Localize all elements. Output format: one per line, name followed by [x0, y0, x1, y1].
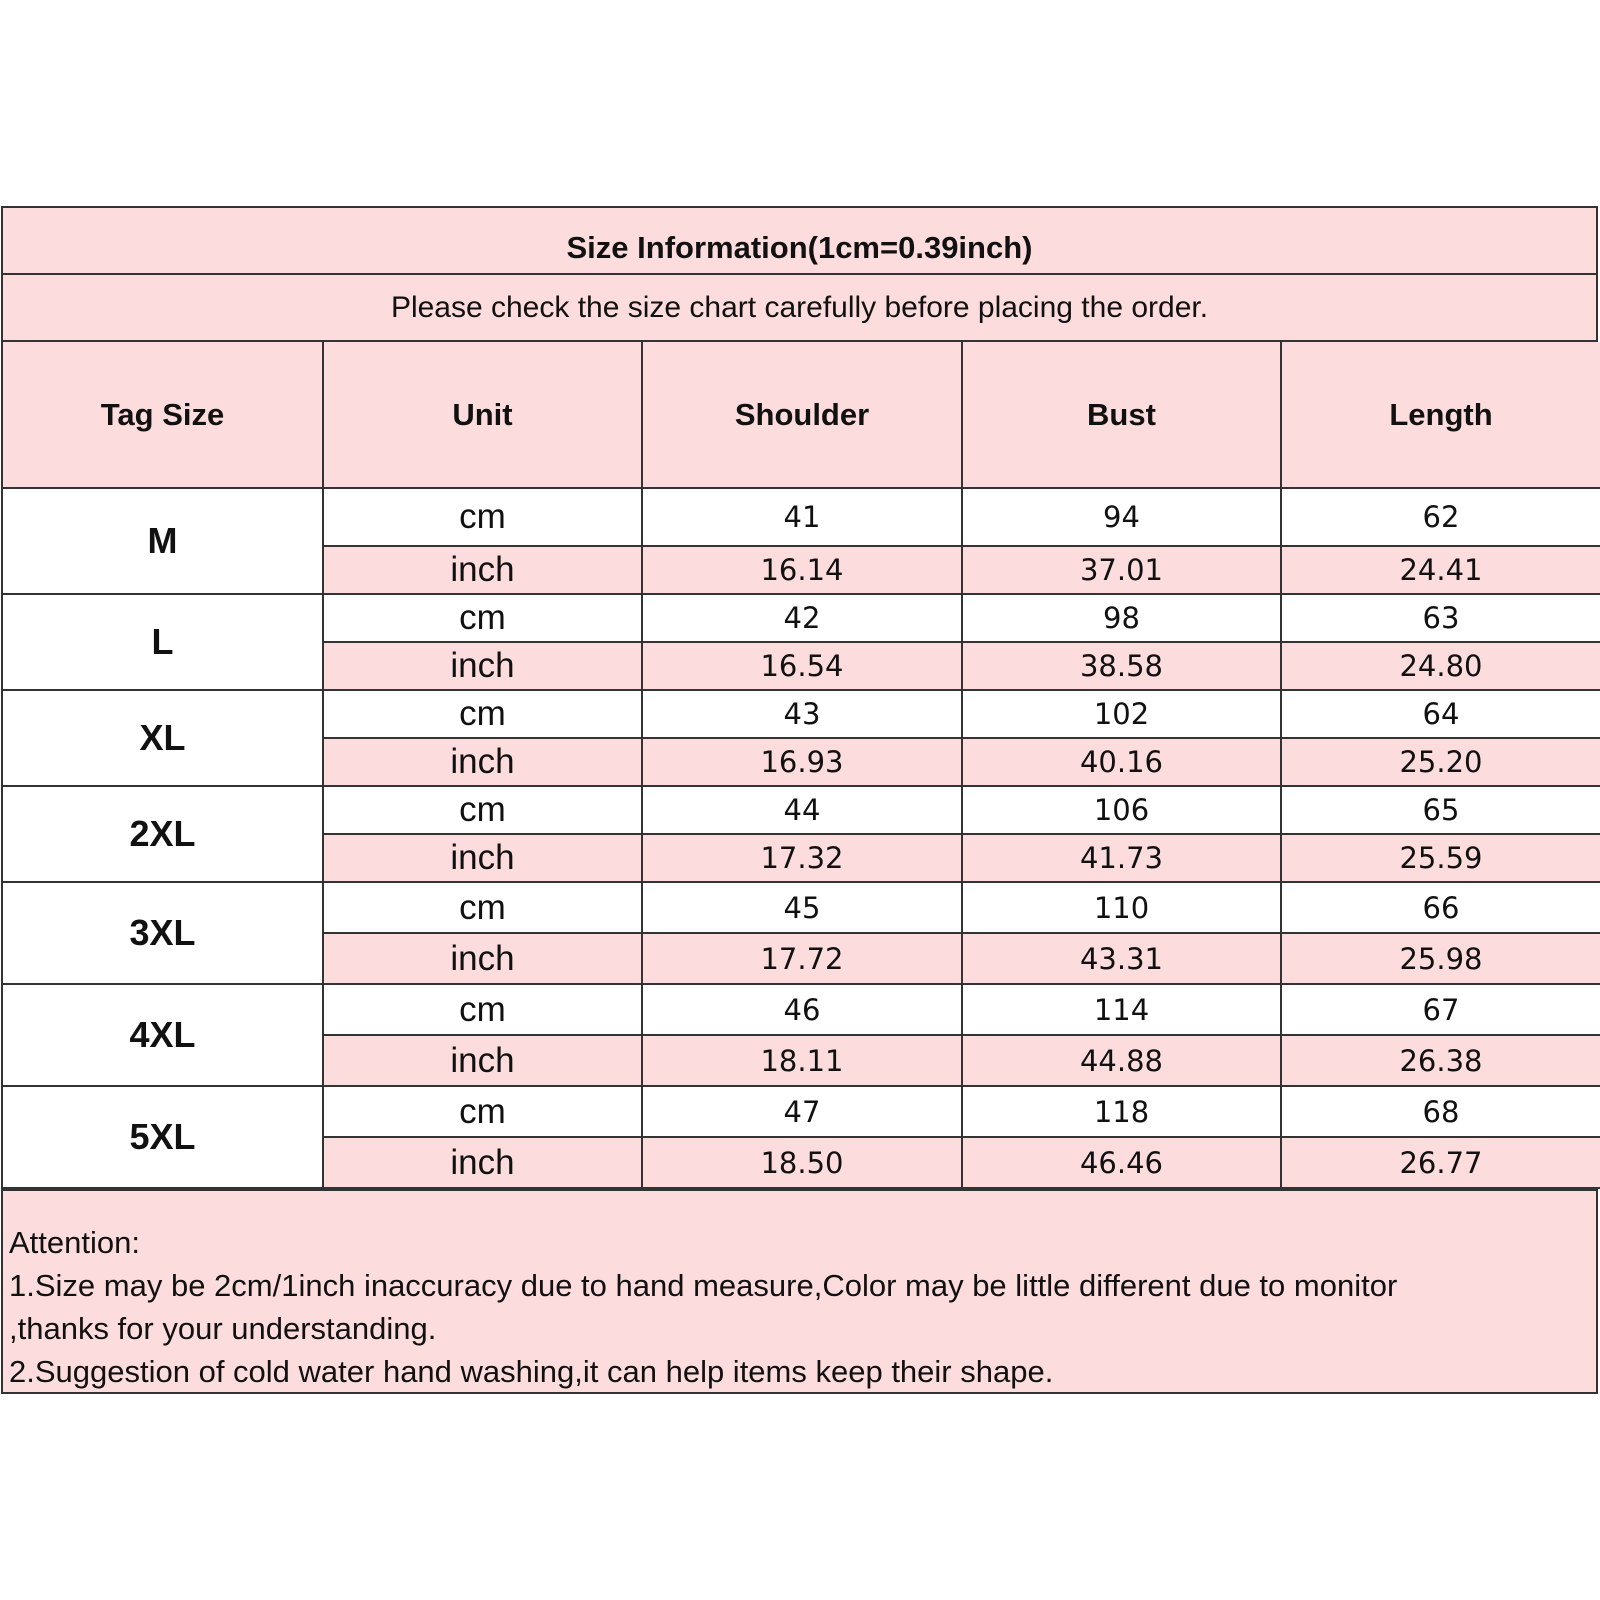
table-row — [3, 690, 1600, 738]
shoulder-cell: 46 — [642, 984, 962, 1035]
header-tag-size: Tag Size — [3, 342, 323, 488]
unit-cell: cm — [323, 984, 642, 1035]
unit-cell: cm — [323, 488, 642, 546]
table-row — [3, 882, 1600, 933]
unit-cell: inch — [323, 1137, 642, 1188]
header-length: Length — [1281, 342, 1600, 488]
bust-cell: 44.88 — [962, 1035, 1281, 1086]
attention-notes — [3, 1189, 1596, 1392]
bust-cell: 114 — [962, 984, 1281, 1035]
bust-cell: 94 — [962, 488, 1281, 546]
bust-cell: 118 — [962, 1086, 1281, 1137]
header-unit: Unit — [323, 342, 642, 488]
bust-cell: 106 — [962, 786, 1281, 834]
length-cell: 25.98 — [1281, 933, 1600, 984]
tag-size-cell: L — [3, 594, 323, 690]
note-line-2: ,thanks for your understanding. — [9, 1311, 437, 1346]
length-cell: 66 — [1281, 882, 1600, 933]
shoulder-cell: 45 — [642, 882, 962, 933]
length-cell: 64 — [1281, 690, 1600, 738]
bust-cell: 110 — [962, 882, 1281, 933]
tag-size-cell: 5XL — [3, 1086, 323, 1188]
length-cell: 62 — [1281, 488, 1600, 546]
bust-cell: 37.01 — [962, 546, 1281, 594]
unit-cell: cm — [323, 594, 642, 642]
shoulder-cell: 47 — [642, 1086, 962, 1137]
table-row — [3, 488, 1600, 546]
unit-cell: inch — [323, 834, 642, 882]
header-bust: Bust — [962, 342, 1281, 488]
length-cell: 26.38 — [1281, 1035, 1600, 1086]
chart-title: Size Information(1cm=0.39inch) — [3, 208, 1596, 275]
unit-cell: cm — [323, 882, 642, 933]
shoulder-cell: 17.72 — [642, 933, 962, 984]
tag-size-cell: 3XL — [3, 882, 323, 984]
header-row — [3, 342, 1600, 488]
shoulder-cell: 41 — [642, 488, 962, 546]
bust-cell: 98 — [962, 594, 1281, 642]
bust-cell: 46.46 — [962, 1137, 1281, 1188]
bust-cell: 40.16 — [962, 738, 1281, 786]
length-cell: 63 — [1281, 594, 1600, 642]
unit-cell: cm — [323, 1086, 642, 1137]
table-row — [3, 1086, 1600, 1137]
length-cell: 24.80 — [1281, 642, 1600, 690]
tag-size-cell: 4XL — [3, 984, 323, 1086]
shoulder-cell: 17.32 — [642, 834, 962, 882]
bust-cell: 102 — [962, 690, 1281, 738]
length-cell: 65 — [1281, 786, 1600, 834]
length-cell: 67 — [1281, 984, 1600, 1035]
tag-size-cell: 2XL — [3, 786, 323, 882]
length-cell: 26.77 — [1281, 1137, 1600, 1188]
unit-cell: inch — [323, 933, 642, 984]
bust-cell: 38.58 — [962, 642, 1281, 690]
bust-cell: 41.73 — [962, 834, 1281, 882]
note-line-1: 1.Size may be 2cm/1inch inaccuracy due to hand measure,Color may be little different due to monitor — [9, 1268, 1398, 1303]
unit-cell: cm — [323, 786, 642, 834]
notes-heading: Attention: — [9, 1225, 140, 1260]
bust-cell: 43.31 — [962, 933, 1281, 984]
size-table — [3, 342, 1600, 1189]
unit-cell: inch — [323, 738, 642, 786]
tag-size-cell: XL — [3, 690, 323, 786]
table-row — [3, 984, 1600, 1035]
length-cell: 24.41 — [1281, 546, 1600, 594]
shoulder-cell: 44 — [642, 786, 962, 834]
shoulder-cell: 16.54 — [642, 642, 962, 690]
length-cell: 68 — [1281, 1086, 1600, 1137]
length-cell: 25.59 — [1281, 834, 1600, 882]
table-row — [3, 786, 1600, 834]
note-line-3: 2.Suggestion of cold water hand washing,it can help items keep their shape. — [9, 1354, 1054, 1389]
shoulder-cell: 18.11 — [642, 1035, 962, 1086]
table-row — [3, 594, 1600, 642]
unit-cell: cm — [323, 690, 642, 738]
header-shoulder: Shoulder — [642, 342, 962, 488]
table-body — [3, 488, 1600, 1188]
shoulder-cell: 43 — [642, 690, 962, 738]
shoulder-cell: 16.93 — [642, 738, 962, 786]
size-chart — [1, 206, 1598, 1394]
shoulder-cell: 18.50 — [642, 1137, 962, 1188]
unit-cell: inch — [323, 1035, 642, 1086]
shoulder-cell: 16.14 — [642, 546, 962, 594]
chart-subtitle: Please check the size chart carefully before placing the order. — [3, 275, 1596, 342]
shoulder-cell: 42 — [642, 594, 962, 642]
unit-cell: inch — [323, 642, 642, 690]
unit-cell: inch — [323, 546, 642, 594]
length-cell: 25.20 — [1281, 738, 1600, 786]
tag-size-cell: M — [3, 488, 323, 594]
